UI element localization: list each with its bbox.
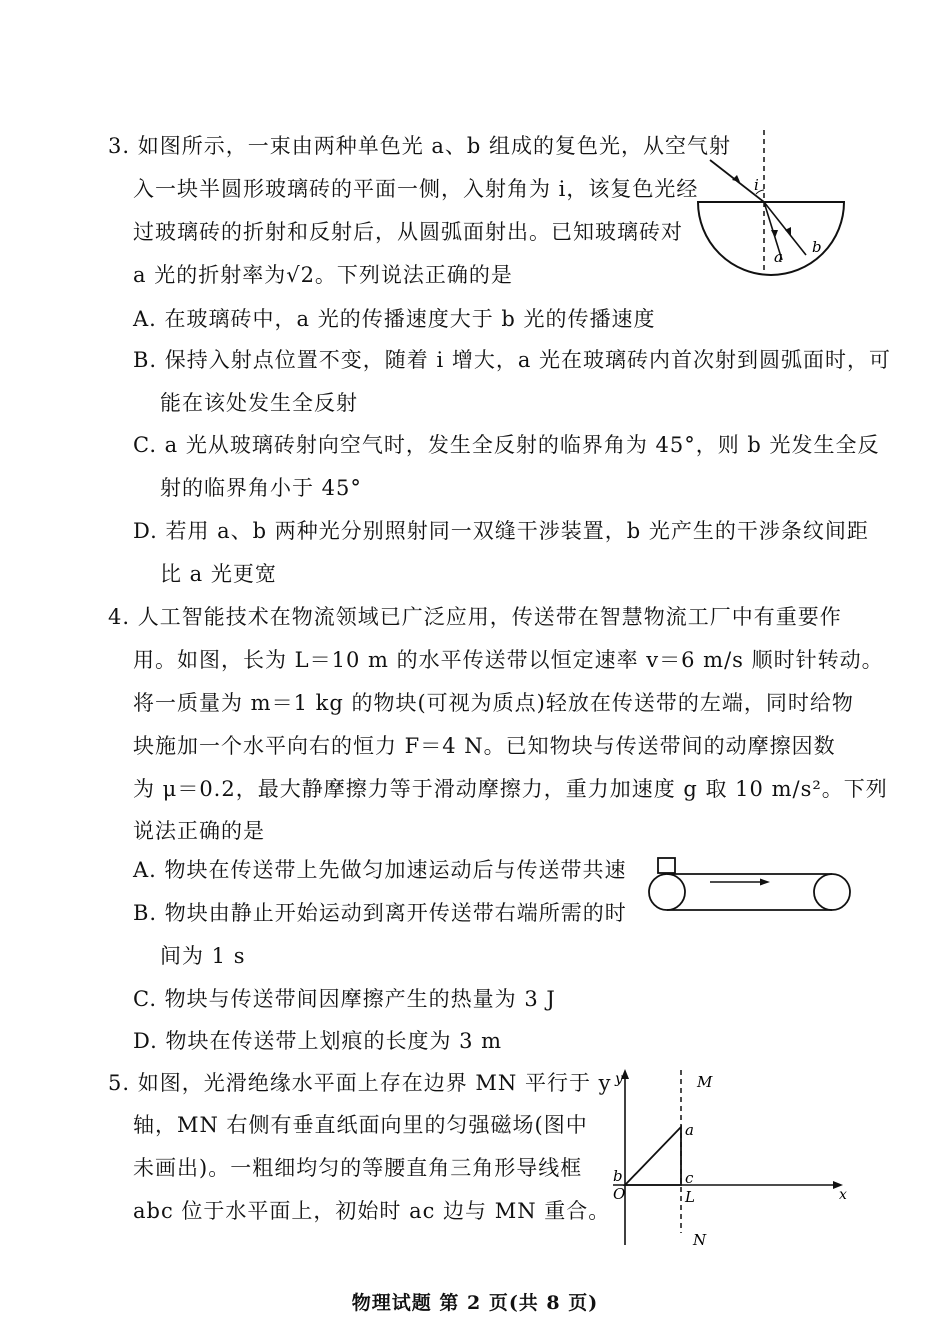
- q4-line-5: 为 μ＝0.2，最大静摩擦力等于滑动摩擦力，重力加速度 g 取 10 m/s²。下列: [133, 777, 888, 801]
- q3-line-2: 入一块半圆形玻璃砖的平面一侧，入射角为 i，该复色光经: [133, 177, 699, 201]
- label-b: b: [613, 1167, 623, 1185]
- q4-option-d: D. 物块在传送带上划痕的长度为 3 m: [133, 1029, 503, 1053]
- q3-option-c-line-1: C. a 光从玻璃砖射向空气时，发生全反射的临界角为 45°，则 b 光发生全反: [133, 433, 880, 457]
- q5-line-1: 5. 如图，光滑绝缘水平面上存在边界 MN 平行于 y: [108, 1071, 612, 1095]
- left-roller: [649, 874, 685, 910]
- q3-option-b-line-2: 能在该处发生全反射: [160, 391, 358, 415]
- label-y: y: [615, 1071, 623, 1087]
- conveyor-belt-figure: [648, 855, 854, 915]
- q5-line-3: 未画出)。一粗细均匀的等腰直角三角形导线框: [133, 1156, 583, 1180]
- label-a: a: [774, 248, 783, 266]
- triangle-field-figure: [605, 1065, 855, 1250]
- q4-line-1: 4. 人工智能技术在物流领域已广泛应用，传送带在智慧物流工厂中有重要作: [108, 605, 842, 629]
- label-l: L: [685, 1188, 695, 1206]
- q4-option-b-line-1: B. 物块由静止开始运动到离开传送带右端所需的时: [133, 901, 627, 925]
- q4-line-2: 用。如图，长为 L＝10 m 的水平传送带以恒定速率 v＝6 m/s 顺时针转动。: [133, 648, 884, 672]
- q3-option-b-line-1: B. 保持入射点位置不变，随着 i 增大，a 光在玻璃砖内首次射到圆弧面时，可: [133, 348, 892, 372]
- q4-line-4: 块施加一个水平向右的恒力 F＝4 N。已知物块与传送带间的动摩擦因数: [133, 734, 836, 758]
- label-n: N: [693, 1231, 707, 1249]
- q3-option-d-line-1: D. 若用 a、b 两种光分别照射同一双缝干涉装置，b 光产生的干涉条纹间距: [133, 519, 869, 543]
- q5-line-2: 轴，MN 右侧有垂直纸面向里的匀强磁场(图中: [133, 1113, 588, 1137]
- q3-option-a: A. 在玻璃砖中，a 光的传播速度大于 b 光的传播速度: [133, 307, 656, 331]
- glass-brick-figure: [696, 130, 856, 280]
- q3-option-c-line-2: 射的临界角小于 45°: [160, 476, 362, 500]
- q4-option-b-line-2: 间为 1 s: [160, 944, 246, 968]
- q5-line-4: abc 位于水平面上，初始时 ac 边与 MN 重合。: [133, 1199, 611, 1223]
- right-roller: [814, 874, 850, 910]
- q4-option-c: C. 物块与传送带间因摩擦产生的热量为 3 J: [133, 987, 556, 1011]
- q3-line-1: 3. 如图所示，一束由两种单色光 a、b 组成的复色光，从空气射: [108, 134, 732, 158]
- block: [658, 858, 675, 873]
- q4-line-3: 将一质量为 m＝1 kg 的物块(可视为质点)轻放在传送带的左端，同时给物: [133, 691, 854, 715]
- page-footer: 物理试题 第 2 页(共 8 页): [351, 1292, 599, 1314]
- label-x: x: [839, 1187, 847, 1203]
- label-c: c: [685, 1169, 694, 1187]
- q3-line-4: a 光的折射率为√2。下列说法正确的是: [133, 263, 513, 287]
- label-b: b: [812, 238, 822, 256]
- q4-line-6: 说法正确的是: [133, 819, 265, 843]
- q4-option-a: A. 物块在传送带上先做匀加速运动后与传送带共速: [133, 858, 627, 882]
- label-i: i: [754, 176, 759, 194]
- label-m: M: [697, 1073, 713, 1091]
- semicircle-glass: [698, 202, 844, 275]
- q3-line-3: 过玻璃砖的折射和反射后，从圆弧面射出。已知玻璃砖对: [133, 220, 683, 244]
- ray-b: [764, 202, 806, 255]
- triangle-abc: [625, 1127, 681, 1185]
- arrow-right-icon: [760, 879, 770, 886]
- q3-option-d-line-2: 比 a 光更宽: [160, 562, 277, 586]
- ray-a-arrow-icon: [771, 230, 778, 238]
- label-o: O: [613, 1185, 626, 1203]
- label-a: a: [685, 1121, 694, 1139]
